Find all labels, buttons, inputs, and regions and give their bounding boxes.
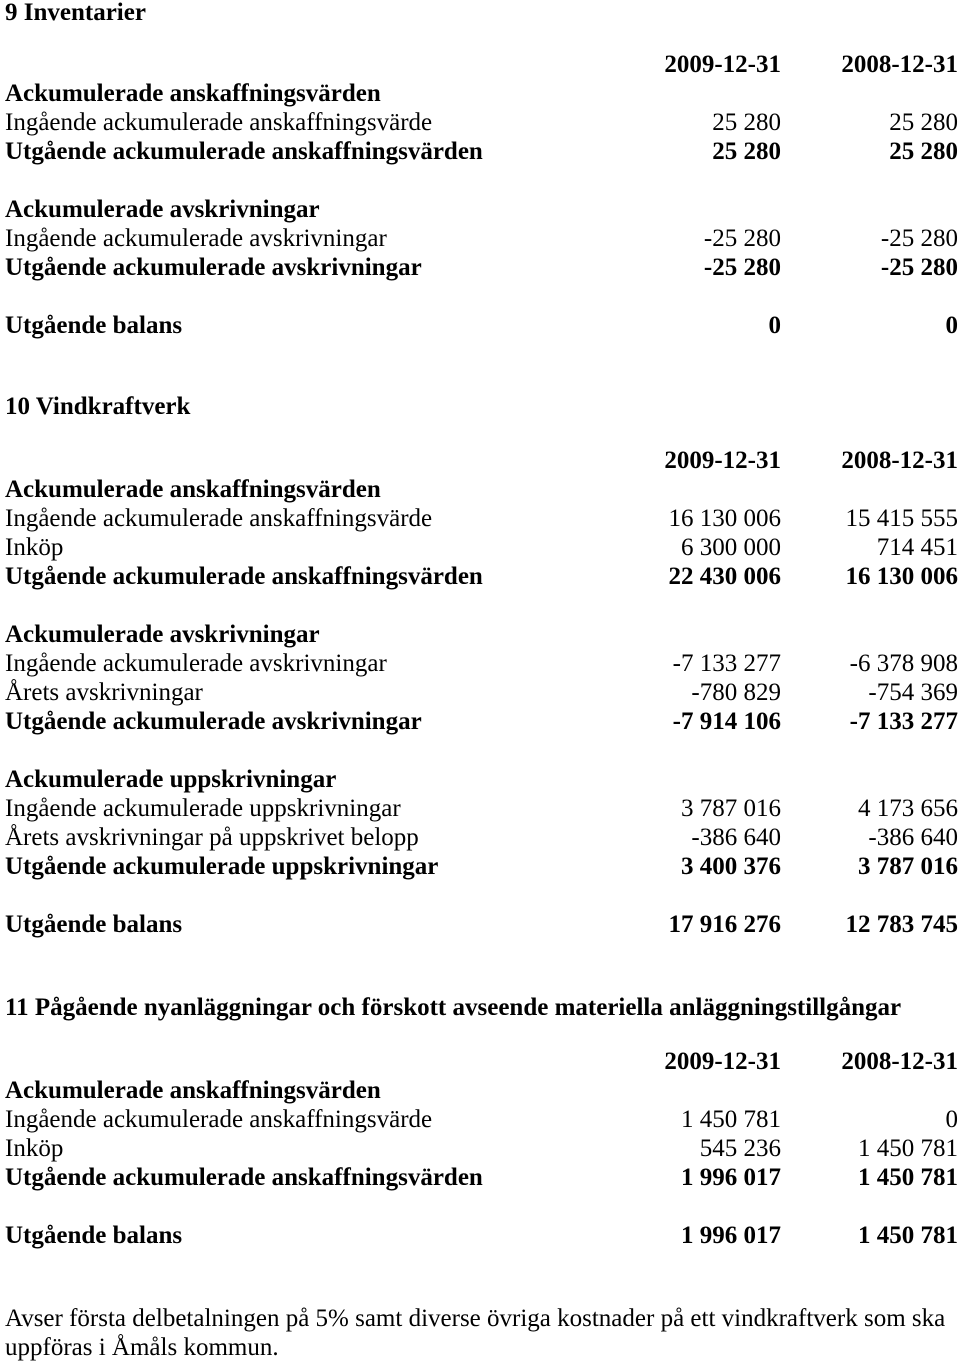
value-current-year: 3 787 016 [681, 795, 781, 822]
group-heading [0, 765, 960, 794]
value-previous-year: 1 450 781 [858, 1135, 958, 1162]
value-previous-year: -6 378 908 [849, 650, 958, 677]
table-row [0, 794, 960, 823]
value-current-year: 0 [768, 312, 781, 339]
value-current-year: -7 133 277 [672, 650, 781, 677]
value-current-year: 16 130 006 [668, 505, 781, 532]
value-previous-year: 25 280 [889, 138, 958, 165]
value-previous-year: -386 640 [868, 824, 958, 851]
header-spacer [5, 1047, 611, 1076]
column-header-row [0, 50, 960, 79]
note-9-inventarier [0, 0, 960, 340]
value-current-year: -386 640 [691, 824, 781, 851]
value-current-year: 545 236 [699, 1135, 781, 1162]
group-heading [0, 620, 960, 649]
table-row [0, 504, 960, 533]
value-previous-year: 16 130 006 [845, 563, 958, 590]
row-label: Ackumulerade anskaffningsvärden [5, 476, 381, 503]
note-title: 9 Inventarier [5, 0, 146, 26]
column-header-previous-year: 2008-12-31 [841, 51, 958, 78]
row-label: Ackumulerade anskaffningsvärden [5, 1077, 381, 1104]
column-header-current-year: 2009-12-31 [664, 51, 781, 78]
spacer [0, 736, 960, 765]
row-label: Utgående ackumulerade anskaffningsvärden [5, 563, 483, 590]
row-label: Ingående ackumulerade avskrivningar [5, 225, 387, 252]
value-current-year: -25 280 [703, 225, 781, 252]
group-heading [0, 79, 960, 108]
value-current-year: 17 916 276 [668, 911, 781, 938]
table-row [0, 649, 960, 678]
value-current-year: 1 996 017 [681, 1164, 781, 1191]
value-current-year: 25 280 [712, 109, 781, 136]
value-previous-year: 1 450 781 [858, 1222, 958, 1249]
spacer [0, 881, 960, 910]
value-previous-year: 4 173 656 [858, 795, 958, 822]
subtotal-row [0, 137, 960, 166]
row-label: Årets avskrivningar på uppskrivet belopp [5, 824, 419, 851]
spacer [0, 166, 960, 195]
value-current-year: 3 400 376 [681, 853, 781, 880]
row-label: Utgående ackumulerade anskaffningsvärden [5, 138, 483, 165]
value-previous-year: 0 [945, 1106, 958, 1133]
row-label: Ackumulerade anskaffningsvärden [5, 80, 381, 107]
group-heading [0, 475, 960, 504]
row-label: Ackumulerade avskrivningar [5, 621, 320, 648]
table-row [0, 533, 960, 562]
value-previous-year: -7 133 277 [849, 708, 958, 735]
row-label: Årets avskrivningar [5, 679, 203, 706]
value-previous-year: 3 787 016 [858, 853, 958, 880]
row-label: Ingående ackumulerade anskaffningsvärde [5, 505, 433, 532]
closing-balance-row [0, 910, 960, 939]
table-row [0, 224, 960, 253]
row-label: Utgående ackumulerade avskrivningar [5, 254, 422, 281]
row-label: Ingående ackumulerade uppskrivningar [5, 795, 401, 822]
subtotal-row [0, 253, 960, 282]
value-current-year: -7 914 106 [672, 708, 781, 735]
value-previous-year: 0 [945, 312, 958, 339]
row-label: Inköp [5, 534, 64, 561]
value-current-year: 22 430 006 [668, 563, 781, 590]
table-row [0, 108, 960, 137]
row-label: Ackumulerade uppskrivningar [5, 766, 337, 793]
row-label: Utgående ackumulerade avskrivningar [5, 708, 422, 735]
value-current-year: -780 829 [691, 679, 781, 706]
row-label: Utgående balans [5, 911, 183, 938]
value-current-year: 25 280 [712, 138, 781, 165]
footnote-text: Avser första delbetalningen på 5% samt diverse övriga kostnader på ett vindkraftverk som ska uppföras i Åmåls kommun. [5, 1305, 946, 1361]
note-title: 11 Pågående nyanläggningar och förskott avseende materiella anläggningstillgångar [5, 994, 902, 1021]
row-label: Utgående balans [5, 1222, 183, 1249]
column-header-current-year: 2009-12-31 [664, 447, 781, 474]
subtotal-row [0, 852, 960, 881]
closing-balance-row [0, 311, 960, 340]
value-previous-year: 25 280 [889, 109, 958, 136]
column-header-row [0, 446, 960, 475]
table-row [0, 823, 960, 852]
column-header-row [0, 1047, 960, 1076]
closing-balance-row [0, 1221, 960, 1250]
value-current-year: 6 300 000 [681, 534, 781, 561]
value-current-year: 1 996 017 [681, 1222, 781, 1249]
spacer [0, 282, 960, 311]
table-row [0, 1134, 960, 1163]
value-previous-year: 12 783 745 [845, 911, 958, 938]
spacer [0, 1192, 960, 1221]
value-previous-year: -25 280 [880, 225, 958, 252]
group-heading [0, 195, 960, 224]
row-label: Ingående ackumulerade avskrivningar [5, 650, 387, 677]
row-label: Ingående ackumulerade anskaffningsvärde [5, 109, 433, 136]
value-previous-year: 1 450 781 [858, 1164, 958, 1191]
row-label: Ingående ackumulerade anskaffningsvärde [5, 1106, 433, 1133]
row-label: Inköp [5, 1135, 64, 1162]
table-row [0, 1105, 960, 1134]
subtotal-row [0, 562, 960, 591]
subtotal-row [0, 1163, 960, 1192]
column-header-current-year: 2009-12-31 [664, 1048, 781, 1075]
subtotal-row [0, 707, 960, 736]
value-previous-year: 15 415 555 [845, 505, 958, 532]
header-spacer [5, 446, 611, 475]
spacer [0, 591, 960, 620]
note-10-vindkraftverk [0, 392, 960, 939]
note-11-pagaende-nyanlaggningar [0, 993, 960, 1362]
value-previous-year: 714 451 [876, 534, 958, 561]
value-previous-year: -25 280 [880, 254, 958, 281]
column-header-previous-year: 2008-12-31 [841, 1048, 958, 1075]
note-title: 10 Vindkraftverk [5, 393, 191, 420]
table-row [0, 678, 960, 707]
row-label: Utgående ackumulerade uppskrivningar [5, 853, 439, 880]
column-header-previous-year: 2008-12-31 [841, 447, 958, 474]
value-previous-year: -754 369 [868, 679, 958, 706]
header-spacer [5, 50, 611, 79]
row-label: Utgående balans [5, 312, 183, 339]
value-current-year: -25 280 [703, 254, 781, 281]
row-label: Utgående ackumulerade anskaffningsvärden [5, 1164, 483, 1191]
value-current-year: 1 450 781 [681, 1106, 781, 1133]
group-heading [0, 1076, 960, 1105]
row-label: Ackumulerade avskrivningar [5, 196, 320, 223]
